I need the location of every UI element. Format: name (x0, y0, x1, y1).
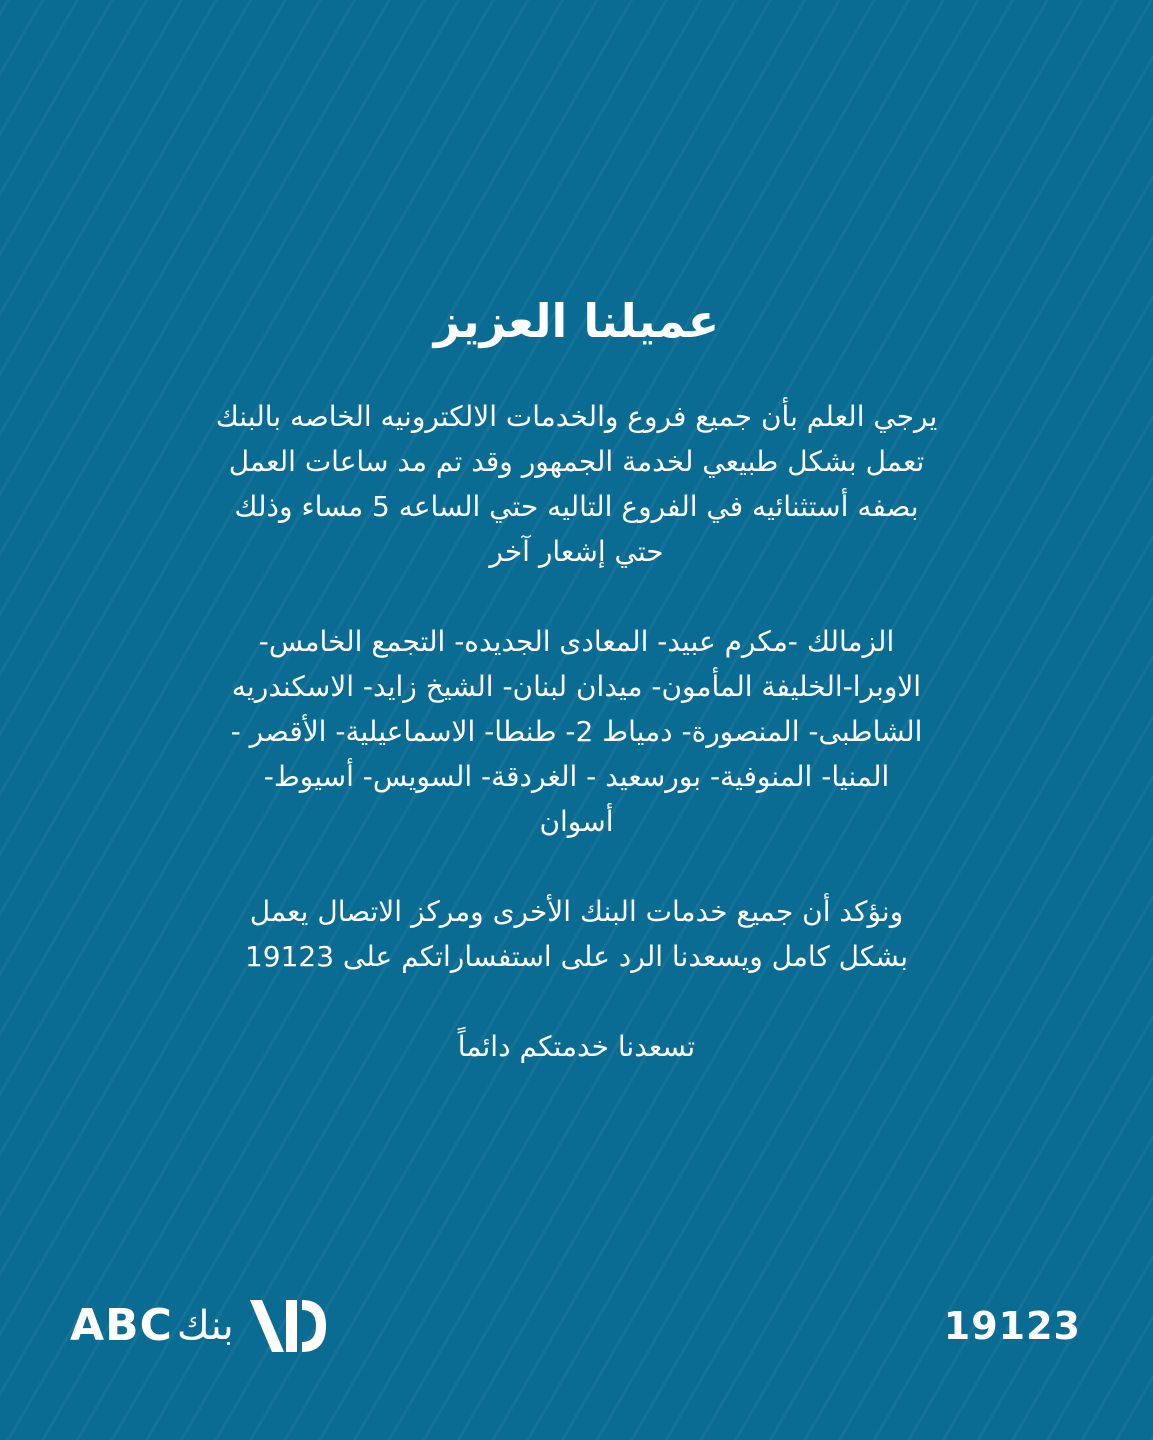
paragraph-line: ونؤكد أن جميع خدمات البنك الأخرى ومركز الاتصال يعمل (249, 895, 904, 928)
paragraph-line: أسوان (539, 805, 614, 838)
paragraph-line: تعمل بشكل طبيعي لخدمة الجمهور وقد تم مد ساعات العمل (228, 445, 925, 478)
bank-logo (70, 1296, 328, 1356)
paragraph-line: بصفه أستثنائيه في الفروع التاليه حتي الساعه 5 مساء وذلك (234, 490, 919, 523)
paragraph-line: المنيا- المنوفية- بورسعيد - الغردقة- السويس- أسيوط- (263, 760, 890, 793)
closing-paragraph (147, 1024, 1007, 1069)
services-paragraph (147, 889, 1007, 979)
paragraph-line: الشاطبى- المنصورة- دمياط 2- طنطا- الاسماعيلية- الأقصر - (230, 715, 923, 748)
paragraph-line: بشكل كامل ويسعدنا الرد على استفساراتكم على 19123 (244, 940, 909, 973)
announcement-title: عميلنا العزيز (433, 294, 720, 348)
paragraph-line: الاوبرا-الخليفة المأمون- ميدان لبنان- الشيخ زايد- الاسكندريه (231, 670, 922, 703)
paragraph-line: يرجي العلم بأن جميع فروع والخدمات الالكترونيه الخاصه بالبنك (215, 400, 938, 433)
abc-bank-logo-mark-icon (248, 1298, 328, 1354)
logo-text-latin: ABC (70, 1300, 173, 1351)
closing-line: تسعدنا خدمتكم دائماً (457, 1030, 696, 1063)
branch-list-paragraph (147, 619, 1007, 844)
paragraph-line: الزمالك -مكرم عبيد- المعادى الجديده- التجمع الخامس- (258, 625, 895, 658)
hotline-number: 19123 (943, 1304, 1081, 1348)
paragraph-line: حتي إشعار آخر (489, 535, 664, 568)
hours-extension-paragraph (147, 394, 1007, 574)
announcement-content (0, 290, 1153, 1069)
logo-text-arabic: بنك (176, 1303, 234, 1349)
